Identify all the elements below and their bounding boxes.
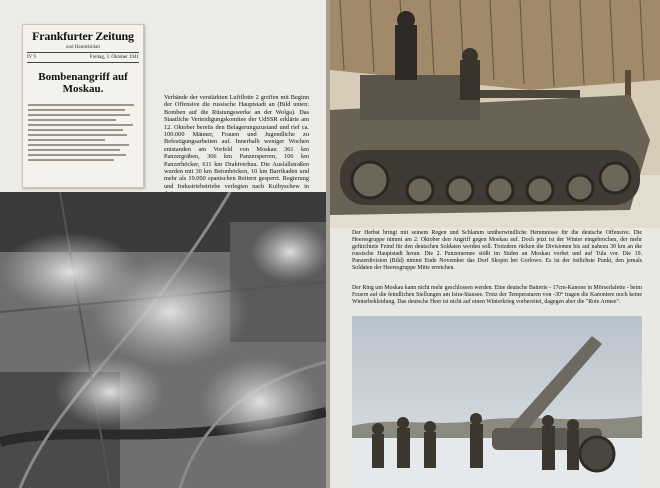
caption-top: Der Herbst bringt mit seinem Regen und Schlamm unüberwindliche Hemmnisse für die deutsche Offensive. Die Heeresgruppe nimmt am 2. Oktober den Angriff gegen Moskau auf. Doch jetzt ist der Winter eingebrochen, der mehr gefürchtete Feind für den deutschen Soldaten werden soll. Trotzdem rücken die Divisionen bis auf nahezu 30 km an die russische Hauptstadt heran. Die 2. Panzerarmee stößt im Süden an Moskau vorbei und auf Tula vor. Die 19. Panzerdivision (Bild) nimmt Ende November das Dorf Skopin bei Gorlowo. Es ist der östlichste Punkt, den jemals Soldaten der Heeresgruppe Mitte erreichen. xyxy=(352,230,642,271)
dateline-rule xyxy=(27,62,139,63)
newspaper-body-lines xyxy=(23,99,143,166)
left-page xyxy=(0,0,326,488)
issue-date: Freitag, 3. Oktober 1941 xyxy=(89,55,139,60)
left-column-text: Verbände der verstärkten Luftflotte 2 greifen mit Beginn der Offensive die russische Hauptstadt an (Bild unten: Bomben auf die Rüstungswerke an der Wolga). Das Staatliche Verteidigungskomitee der UdSSR erklärte am 12. Oktober bereits den Belagerungszustand und rief ca. 100.000 Männer, Frauen und Jugendliche zu Befestigungsarbeiten auf. Innerhalb weniger Wochen entstanden am Vorfeld von Moskau 361 km Panzergräben, 366 km Panzersperren, 106 km Panzerhöcker, 611 km Drahtverhau. Die Ausfallstraßen wurden mit 30 km Betonböcken, 10 km Barrikaden und mehr als 19.000 spanischen Reitern gesperrt. Regierung und Industriebetriebe verlegten nach Kuibyschew in xyxy=(164,94,309,190)
newspaper-masthead: Frankfurter Zeitung xyxy=(32,29,134,43)
newspaper-dateline xyxy=(23,55,143,60)
winter-artillery-photo xyxy=(352,316,642,488)
newspaper-subline: und Handelsblatt xyxy=(65,45,101,50)
caption-bottom: Der Ring um Moskau kann nicht mehr geschlossen werden. Eine deutsche Batterie - 17cm-Kanone in Mörserlafette - beim Feuern auf die feindlichen Stellungen am Istra-Stausee. Trotz der Temperaturen von -30° tragen die Kanoniere noch keine Winterbekleidung. Das deutsche Heer ist nicht auf einen Winterkrieg vorbereitet, dagegen aber die "Rote Armee". xyxy=(352,285,642,305)
newspaper-headline: Bombenangriff auf Moskau. xyxy=(38,71,128,95)
newspaper-clipping xyxy=(22,24,144,188)
tank-photo xyxy=(330,0,660,228)
masthead-rule xyxy=(27,52,139,53)
issue-number: IV 9 xyxy=(27,55,36,60)
right-page xyxy=(330,0,660,488)
aerial-bombing-photo xyxy=(0,192,326,488)
